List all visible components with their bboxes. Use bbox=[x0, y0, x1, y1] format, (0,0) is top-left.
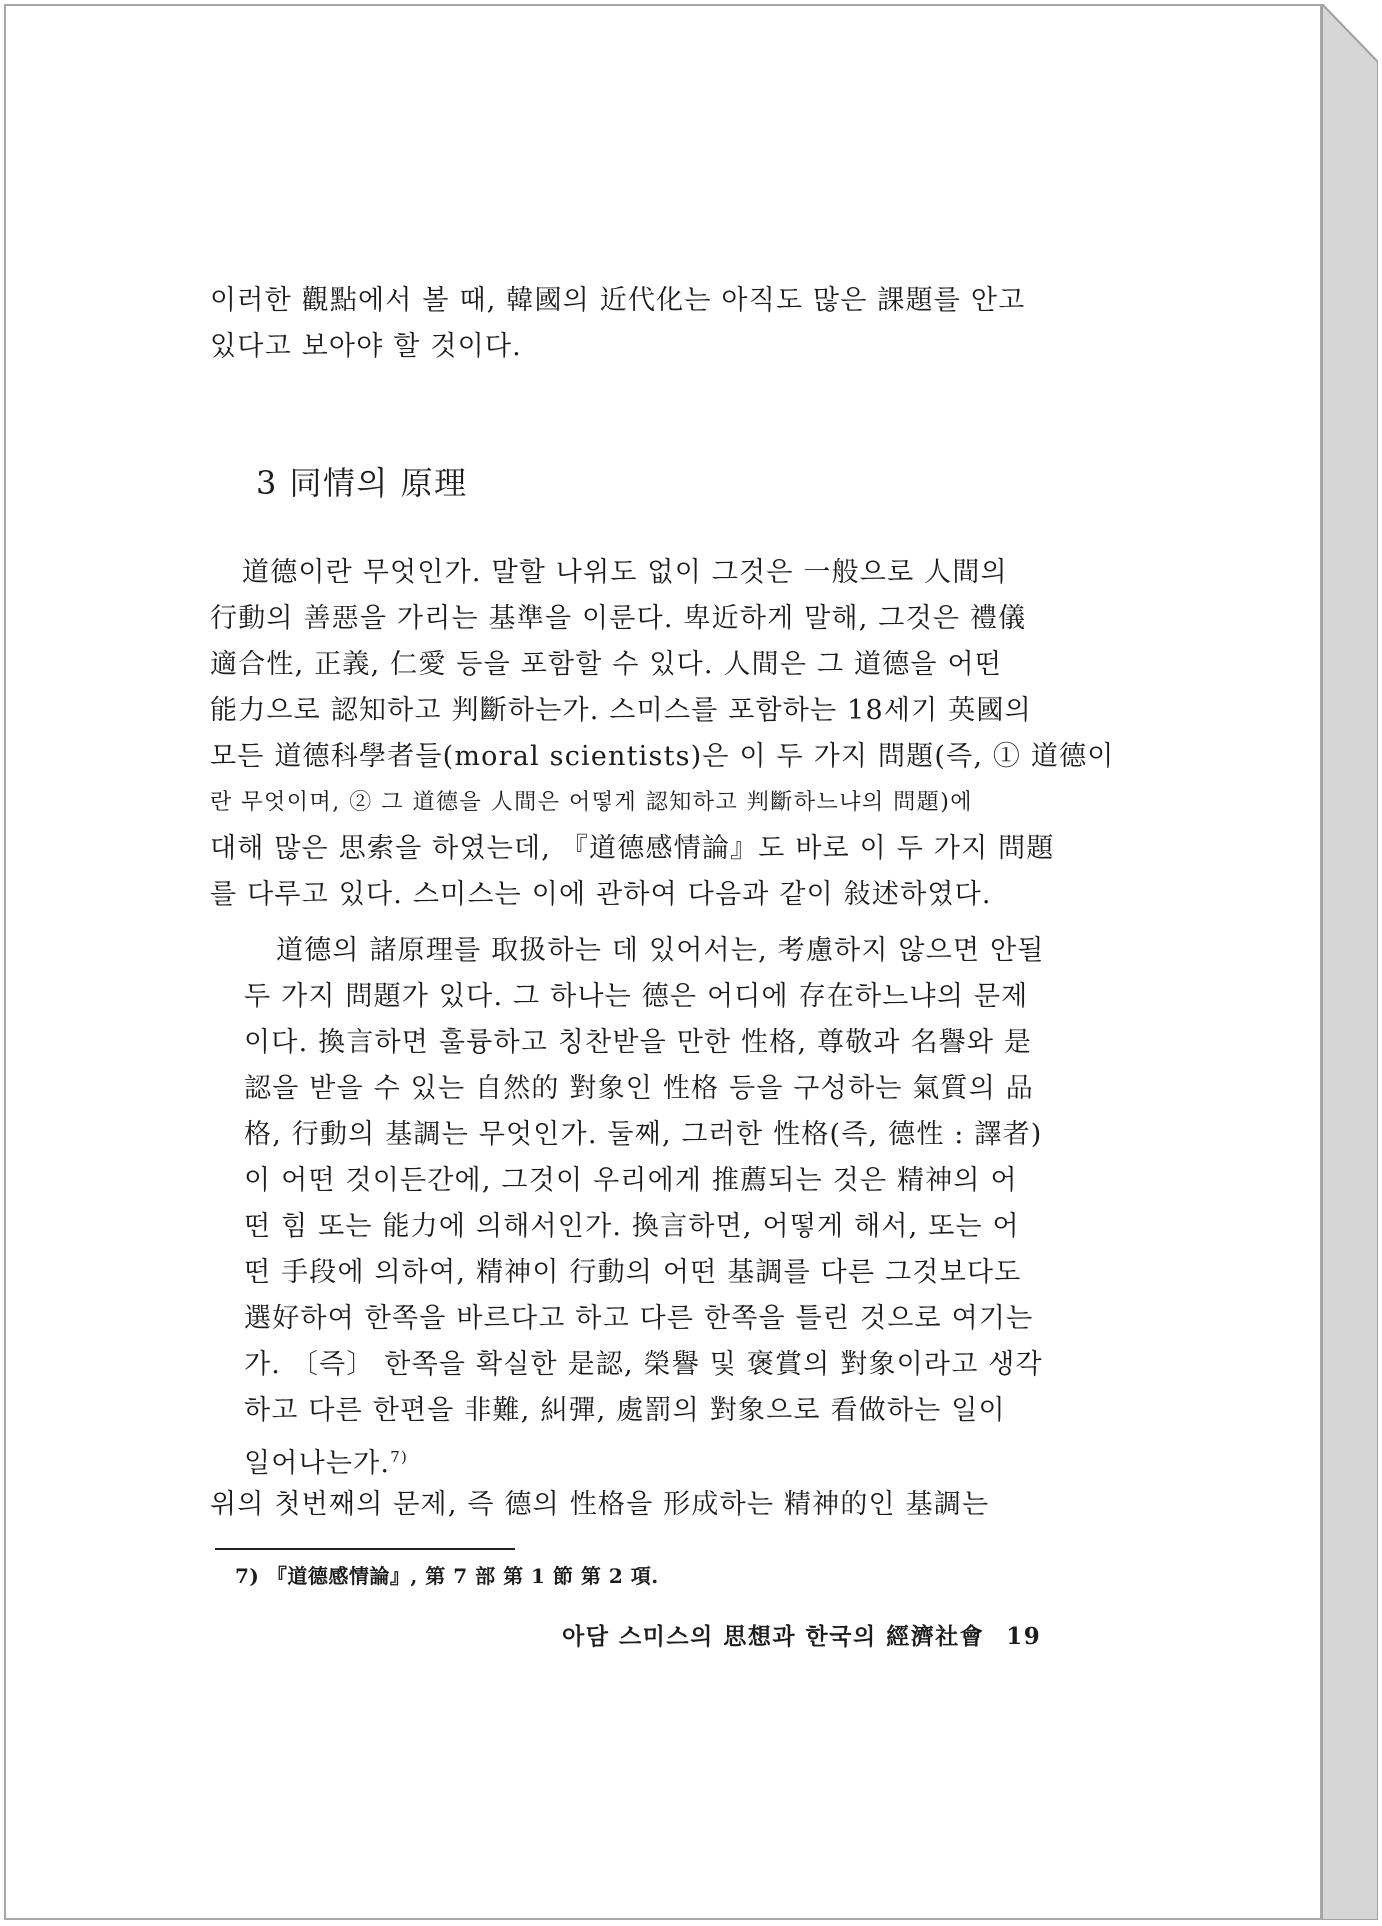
text-line: 道德의 諸原理를 取扱하는 데 있어서는, 考慮하지 않으면 안될 bbox=[276, 935, 1045, 966]
footnote-divider bbox=[215, 1548, 515, 1550]
text-line: 選好하여 한쪽을 바르다고 하고 다른 한쪽을 틀린 것으로 여기는 bbox=[244, 1303, 1034, 1334]
text-line: 떤 手段에 의하여, 精神이 行動의 어떤 基調를 다른 그것보다도 bbox=[244, 1257, 1022, 1288]
text-line: 위의 첫번째의 문제, 즉 德의 性格을 形成하는 精神的인 基調는 bbox=[210, 1489, 990, 1520]
text-line: 있다고 보아야 할 것이다. bbox=[210, 331, 522, 362]
text-line: 모든 道德科學者들(moral scientists)은 이 두 가지 問題(즉, ① 道德이 bbox=[210, 741, 1115, 772]
text-line: 이 어떤 것이든간에, 그것이 우리에게 推薦되는 것은 精神의 어 bbox=[244, 1165, 1018, 1196]
intro-paragraph bbox=[210, 278, 1025, 370]
text-line: 란 무엇이며, ② 그 道德을 人間은 어떻게 認知하고 判斷하느냐의 問題)에 bbox=[210, 790, 974, 815]
page-number: 19 bbox=[1006, 1623, 1042, 1650]
body-paragraph-1 bbox=[210, 550, 1115, 918]
text-line: 두 가지 問題가 있다. 그 하나는 德은 어디에 存在하느냐의 문제 bbox=[244, 981, 1029, 1012]
text-line: 대해 많은 思索을 하였는데, 『道德感情論』도 바로 이 두 가지 問題 bbox=[210, 833, 1055, 864]
text-line: 道德이란 무엇인가. 말할 나위도 없이 그것은 一般으로 人間의 bbox=[242, 557, 1008, 588]
text-line: 行動의 善惡을 가리는 基準을 이룬다. 卑近하게 말해, 그것은 禮儀 bbox=[210, 603, 1027, 634]
text-line: 가. 〔즉〕 한쪽을 확실한 是認, 榮譽 및 褒賞의 對象이라고 생각 bbox=[244, 1349, 1043, 1380]
text-fragment: 일어나는가. bbox=[244, 1448, 391, 1479]
text-line: 認을 받을 수 있는 自然的 對象인 性格 등을 구성하는 氣質의 品 bbox=[244, 1073, 1034, 1104]
text-line: 떤 힘 또는 能力에 의해서인가. 換言하면, 어떻게 해서, 또는 어 bbox=[244, 1211, 1020, 1242]
text-line: 를 다루고 있다. 스미스는 이에 관하여 다음과 같이 敍述하였다. bbox=[210, 879, 992, 910]
text-line: 能力으로 認知하고 判斷하는가. 스미스를 포함하는 18세기 英國의 bbox=[210, 695, 1032, 726]
text-line: 適合性, 正義, 仁愛 등을 포함할 수 있다. 人間은 그 道德을 어떤 bbox=[210, 649, 1003, 680]
block-quote bbox=[244, 928, 1045, 1487]
running-footer bbox=[562, 1618, 1041, 1651]
page-stack-edge bbox=[1322, 4, 1378, 1920]
body-paragraph-2 bbox=[210, 1482, 989, 1528]
footnote: 7) 『道德感情論』, 第 7 部 第 1 節 第 2 項. bbox=[235, 1564, 659, 1588]
footnote-marker: 7) bbox=[390, 1448, 408, 1466]
running-title: 아담 스미스의 思想과 한국의 經濟社會 bbox=[562, 1623, 985, 1650]
text-line: 格, 行動의 基調는 무엇인가. 둘째, 그러한 性格(즉, 德性 : 譯者) bbox=[244, 1119, 1043, 1150]
text-line bbox=[244, 1434, 1045, 1487]
text-line: 하고 다른 한편을 非難, 糾彈, 處罰의 對象으로 看做하는 일이 bbox=[244, 1395, 1006, 1426]
section-heading: 3 同情의 原理 bbox=[256, 464, 468, 502]
text-line: 이러한 觀點에서 볼 때, 韓國의 近代化는 아직도 많은 課題를 안고 bbox=[210, 285, 1026, 316]
text-line: 이다. 換言하면 훌륭하고 칭찬받을 만한 性格, 尊敬과 名譽와 是 bbox=[244, 1027, 1033, 1058]
